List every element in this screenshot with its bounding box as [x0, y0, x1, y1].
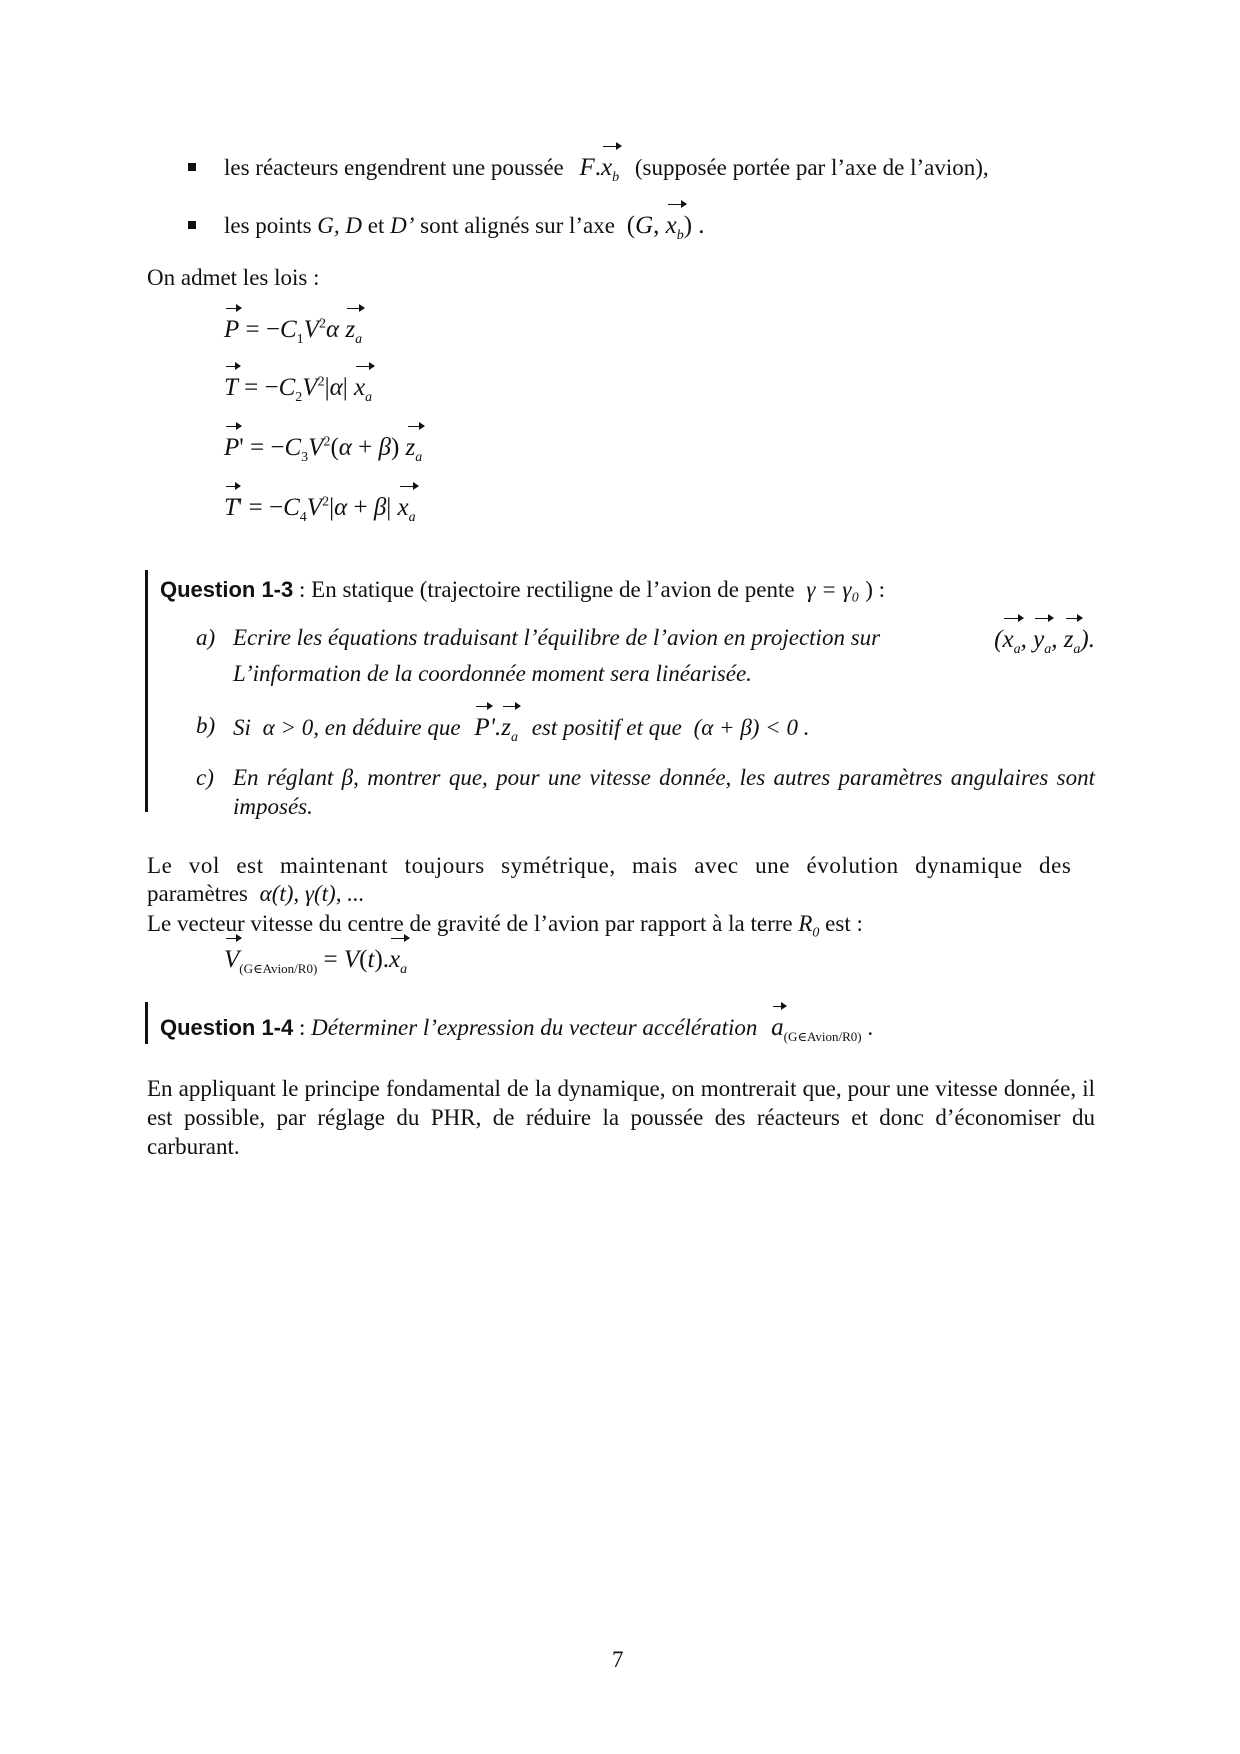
bullet-text: les réacteurs engendrent une poussée — [224, 155, 564, 180]
acceleration-vector: $a_{(G\in Avion/R0)}$ — [771, 1014, 862, 1044]
laws-intro: On admet les lois : — [147, 265, 320, 290]
item-a-text: Ecrire les équations traduisant l’équilibre de l’avion en projection sur — [233, 625, 881, 650]
paragraph-vol-r-sub: 0 — [812, 925, 820, 941]
paragraph-vol-math: α(t), γ(t), ... — [259, 881, 365, 906]
vector-xb: $x_b$ — [601, 154, 620, 185]
paragraph-vol-line2 — [147, 880, 364, 909]
velocity-equation: $V_{(G\in Avion/R0)} = V(t).x_a$ — [224, 946, 408, 977]
bullet-text-mid: et — [367, 213, 385, 238]
bullet-text-after: sont alignés sur l’axe — [420, 213, 615, 238]
axis-math: (G, $x_b$) . — [626, 212, 705, 243]
question-1-3-header — [160, 576, 885, 605]
item-a-line2: L’information de la coordonnée moment sera linéarisée. — [233, 661, 752, 686]
math-point-d-prime: D’ — [390, 213, 415, 238]
item-b-text3: est positif et que — [531, 715, 682, 740]
velocity-sub: (G∈Avion/R0) — [239, 961, 318, 976]
question-intro-math: γ = γ₀ — [806, 577, 860, 602]
law-p: $P = -C_1V^2\alpha$ $z_a$ — [224, 316, 363, 347]
paragraph-vol-end: est : — [825, 911, 863, 936]
item-b-math: α > 0 — [262, 715, 314, 740]
bullet-text: les points — [224, 213, 312, 238]
law-p-prime: $P' = -C_3V^2(\alpha + \beta)$ $z_a$ — [224, 434, 423, 465]
item-c-text: En réglant β, montrer que, pour une vitesse donnée, les autres paramètres angulaires sont imposés. — [233, 765, 1095, 819]
question-1-4: Question 1-4 : Déterminer l’expression du vecteur accélération $a_{(G\in Avion/R0)}$ . — [160, 1014, 874, 1044]
math-points: G, D — [317, 213, 363, 238]
item-b-vector-math: $P'.z_a$ — [474, 714, 518, 745]
paragraph-vol-r: R — [798, 911, 813, 936]
question-label: Question 1-3 — [160, 577, 294, 602]
bullet-marker — [188, 163, 196, 171]
bullet-text-after: (supposée portée par l’axe de l’avion), — [634, 155, 989, 180]
item-b-text: Si — [233, 715, 251, 740]
question-intro: : En statique (trajectoire rectiligne de l’avion de pente — [299, 577, 795, 602]
conclusion-paragraph: En appliquant le principe fondamental de la dynamique, on montrerait que, pour une vitesse donnée, il est possible, par réglage du PHR, de réduire la poussée des réacteurs et donc d’économiser du carburant. — [147, 1076, 1095, 1159]
law-t-prime: $T' = -C_4V^2|\alpha + \beta|$ $x_a$ — [224, 494, 416, 525]
item-c-label: c) — [196, 765, 214, 790]
paragraph-vol-text2: paramètres — [147, 881, 248, 906]
item-b-label: b) — [196, 713, 216, 738]
question-bar — [145, 1002, 148, 1044]
question-bar — [145, 570, 148, 812]
page-number: 7 — [612, 1647, 624, 1672]
item-a-math: ($x_a$, $y_a$, $z_a$). — [994, 626, 1095, 657]
bullet-item-points — [224, 210, 705, 245]
paragraph-vol-line1 — [147, 852, 1095, 881]
bullet-item-thrust: les réacteurs engendrent une poussée $F.x_b$ (supposée portée par l’axe de l’avion), — [224, 154, 989, 185]
item-b-text2: , en déduire que — [313, 715, 461, 740]
item-a-label: a) — [196, 625, 216, 650]
acceleration-sub: (G∈Avion/R0) — [783, 1029, 862, 1044]
question-intro-end: ) : — [865, 577, 886, 602]
paragraph-vol-text: Le vol est maintenant toujours symétrique, mais avec une évolution dynamique des — [147, 853, 1072, 878]
bullet-marker — [188, 221, 196, 229]
law-t: $T = -C_2V^2|\alpha|$ $x_a$ — [224, 374, 373, 405]
paragraph-vol-line3 — [147, 910, 863, 942]
question-1-4-end: . — [867, 1015, 874, 1040]
question-1-4-text: Déterminer l’expression du vecteur accélération — [311, 1015, 758, 1040]
item-b-math3: (α + β) < 0 . — [693, 715, 810, 740]
item-a-line1 — [233, 624, 1095, 659]
item-b-line — [233, 712, 809, 747]
question-label: Question 1-4 — [160, 1015, 294, 1040]
paragraph-vol-text3: Le vecteur vitesse du centre de gravité de l’avion par rapport à la terre — [147, 911, 793, 936]
